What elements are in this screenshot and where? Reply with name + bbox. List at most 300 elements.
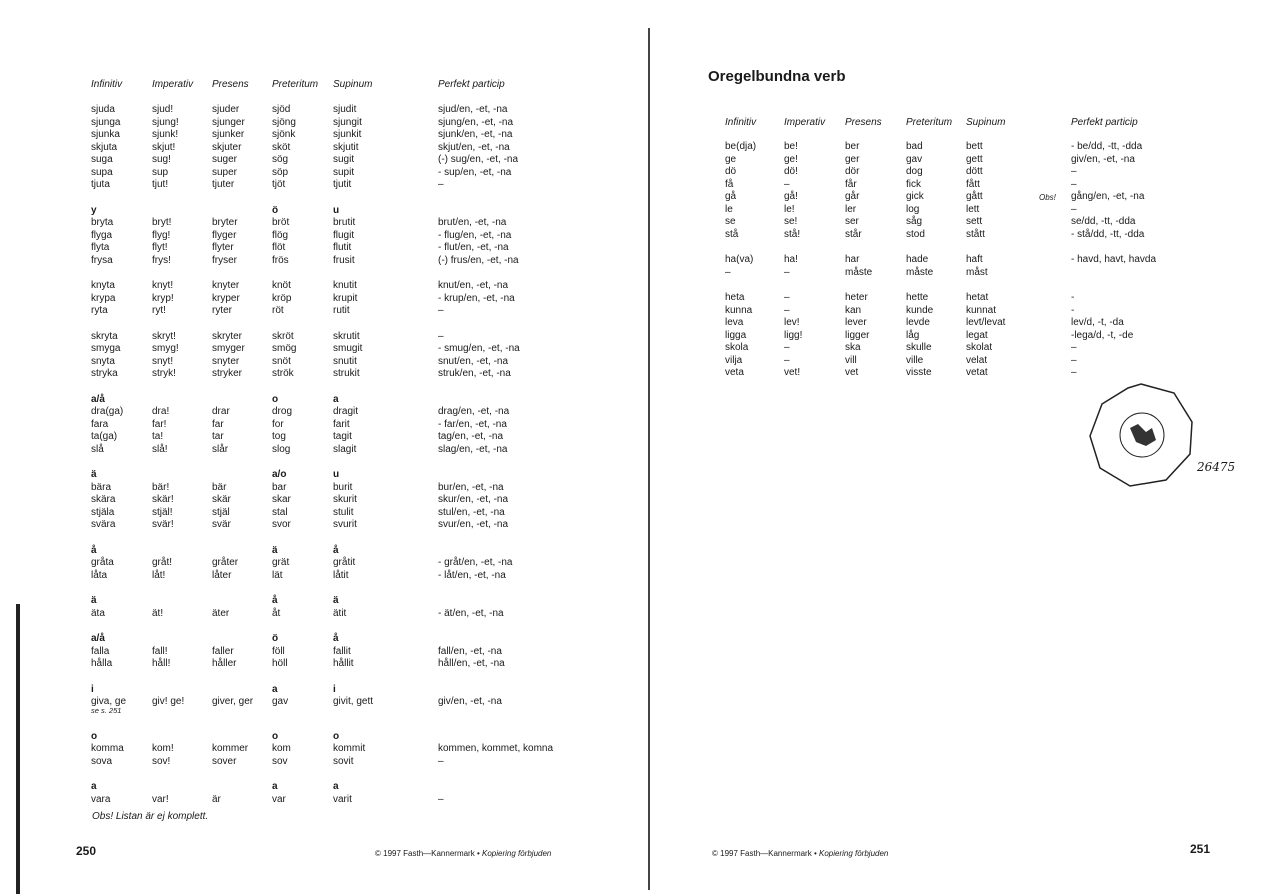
verb-cell-imperativ: stryk! (152, 368, 176, 379)
verb-cell-perfekt-particip: – (1071, 178, 1077, 190)
verb-cell-infinitiv: krypa (91, 292, 116, 304)
verb-cell-imperativ: ligg! (784, 329, 803, 341)
verb-cell-imperativ: le! (784, 203, 795, 215)
verb-cell-preteritum: snöt (272, 355, 291, 367)
page-number: 251 (1190, 842, 1211, 856)
verb-cell-infinitiv: svära (91, 519, 116, 530)
verb-cell-presens: stjäl (212, 506, 230, 518)
vowel-heading: ä (333, 595, 339, 606)
verb-cell-supinum: levt/levat (966, 317, 1006, 328)
verb-cell-preteritum: svor (272, 519, 291, 530)
verb-cell-perfekt-particip: – (438, 305, 444, 316)
verb-cell-infinitiv: stryka (91, 368, 118, 379)
verb-cell-perfekt-particip: stul/en, -et, -na (438, 506, 505, 518)
verb-cell-supinum: smugit (333, 343, 363, 354)
verb-cell-supinum: skolat (966, 342, 993, 353)
verb-cell-infinitiv: frysa (91, 254, 113, 266)
verb-cell-imperativ: sug! (152, 154, 171, 165)
verb-cell-supinum: måst (966, 266, 988, 278)
verb-cell-supinum: givit, gett (333, 696, 374, 707)
verb-cell-imperativ: – (784, 304, 790, 316)
verb-cell-imperativ: flyt! (152, 242, 168, 253)
verb-cell-imperativ: sjung! (152, 116, 179, 128)
verb-cell-supinum: gett (966, 153, 983, 165)
verb-cell-presens: ser (845, 216, 859, 227)
verb-cell-presens: gråter (212, 557, 239, 568)
verb-cell-preteritum: hade (906, 254, 929, 265)
verb-cell-perfekt-particip: - krup/en, -et, -na (438, 292, 515, 304)
verb-cell-supinum: snutit (333, 355, 357, 367)
vowel-heading: o (91, 730, 98, 742)
verb-cell-presens: skär (212, 494, 231, 505)
vowel-heading: o (272, 393, 279, 405)
verb-cell-preteritum: grät (272, 557, 290, 568)
verb-cell-perfekt-particip: sjung/en, -et, -na (438, 116, 514, 128)
verb-cell-preteritum: levde (906, 317, 930, 328)
verb-cell-presens: ryter (212, 305, 232, 316)
verb-cell-imperativ: ta! (152, 431, 164, 442)
footer-notice: Kopiering förbjuden (818, 849, 889, 858)
vowel-heading: å (333, 544, 339, 556)
verb-cell-infinitiv: heta (725, 292, 745, 303)
library-stamp (1086, 380, 1196, 490)
vowel-heading: å (272, 595, 278, 606)
verb-cell-imperativ: kryp! (152, 292, 174, 304)
verb-cell-infinitiv: snyta (91, 355, 115, 367)
vowel-heading: a/å (91, 393, 105, 405)
verb-cell-infinitiv: skära (91, 494, 116, 505)
header-infinitiv: Infinitiv (91, 79, 123, 90)
verb-cell-presens: suger (212, 154, 238, 165)
verb-cell-presens: står (845, 228, 862, 240)
verb-cell-supinum: supit (333, 166, 355, 178)
verb-cell-infinitiv: sova (91, 755, 113, 767)
verb-cell-perfekt-particip: - flug/en, -et, -na (438, 229, 512, 241)
verb-cell-supinum: knutit (333, 280, 357, 291)
verb-cell-perfekt-particip: - smug/en, -et, -na (438, 343, 520, 354)
vowel-heading: ä (91, 595, 97, 606)
verb-cell-infinitiv: stå (725, 228, 739, 240)
verb-cell-imperativ: stjäl! (152, 506, 173, 518)
verb-cell-presens: flyger (212, 229, 237, 241)
verb-cell-preteritum: lät (272, 569, 283, 581)
verb-cell-preteritum: smög (272, 343, 297, 354)
verb-cell-supinum: dragit (333, 406, 359, 417)
verb-cell-presens: måste (845, 266, 873, 278)
verb-cell-imperativ: snyt! (152, 355, 174, 367)
verb-cell-presens: dör (845, 166, 860, 177)
verb-cell-presens: heter (845, 292, 868, 303)
verb-cell-supinum: krupit (333, 292, 358, 304)
verb-cell-imperativ: fall! (152, 645, 168, 657)
header-preteritum: Preteritum (272, 79, 319, 90)
verb-cell-preteritum: skar (272, 494, 291, 505)
verb-cell-preteritum: bar (272, 481, 287, 493)
verb-cell-infinitiv: se (725, 216, 736, 227)
verb-cell-supinum: rutit (333, 305, 350, 316)
verb-cell-preteritum: hette (906, 292, 929, 303)
verb-cell-infinitiv: vilja (725, 354, 743, 366)
verb-cell-supinum: flutit (333, 242, 352, 253)
vowel-heading: a (272, 683, 278, 695)
verb-cell-supinum: stulit (333, 506, 354, 518)
verb-cell-imperativ: slå! (152, 443, 168, 455)
verb-cell-supinum: lett (966, 203, 980, 215)
verb-cell-infinitiv: ta(ga) (91, 431, 118, 442)
verb-cell-preteritum: bröt (272, 217, 290, 228)
verb-cell-imperativ: ha! (784, 254, 798, 265)
verb-cell-supinum: tagit (333, 431, 352, 442)
verb-cell-perfekt-particip: – (1071, 367, 1077, 378)
verb-cell-infinitiv: bära (91, 481, 112, 493)
right-page (652, 0, 1262, 894)
verb-cell-perfekt-particip: - havd, havt, havda (1071, 254, 1157, 265)
verb-cell-preteritum: bad (906, 141, 923, 152)
verb-cell-supinum: flugit (333, 229, 355, 241)
verb-cell-supinum: fallit (333, 645, 351, 657)
verb-cell-presens: drar (212, 406, 230, 417)
verb-cell-perfekt-particip: sjunk/en, -et, -na (438, 129, 513, 140)
verb-cell-imperativ: ät! (152, 607, 164, 619)
verb-cell-infinitiv: vara (91, 793, 111, 805)
verb-cell-infinitiv: få (725, 178, 734, 190)
vowel-heading: u (333, 204, 340, 216)
verb-cell-infinitiv: låta (91, 569, 108, 581)
section-title: Oregelbundna verb (708, 68, 846, 85)
verb-cell-perfekt-particip: fall/en, -et, -na (438, 645, 502, 657)
page-number-left: 250 (76, 844, 97, 858)
verb-cell-perfekt-particip: skur/en, -et, -na (438, 494, 509, 505)
verb-cell-preteritum: strök (272, 368, 294, 379)
verb-cell-presens: får (845, 178, 857, 190)
verb-cell-presens: ler (845, 203, 857, 215)
verb-cell-infinitiv: – (725, 266, 731, 278)
verb-cell-infinitiv: hålla (91, 658, 113, 669)
verb-cell-imperativ: be! (784, 141, 798, 152)
verb-cell-imperativ: smyg! (152, 343, 179, 354)
verb-cell-infinitiv: smyga (91, 343, 121, 354)
verb-cell-perfekt-particip: - (1071, 304, 1075, 316)
verb-cell-perfekt-particip: - stå/dd, -tt, -dda (1071, 228, 1145, 240)
verb-cell-perfekt-particip: - (1071, 292, 1075, 303)
verb-cell-preteritum: dog (906, 166, 923, 177)
verb-cell-presens: bär (212, 481, 227, 493)
header-supinum: Supinum (966, 117, 1006, 128)
verb-cell-perfekt-particip: snut/en, -et, -na (438, 355, 509, 367)
verb-cell-supinum: kunnat (966, 304, 997, 316)
verb-cell-preteritum: gav (272, 696, 289, 707)
verb-cell-perfekt-particip: - sup/en, -et, -na (438, 166, 512, 178)
verb-cell-perfekt-particip: sjud/en, -et, -na (438, 104, 508, 115)
verb-cell-presens: sjuder (212, 104, 240, 115)
verb-cell-presens: bryter (212, 217, 238, 228)
verb-cell-perfekt-particip: – (438, 755, 444, 767)
verb-cell-presens: vill (845, 354, 857, 366)
verb-cell-preteritum: stod (906, 228, 925, 240)
verb-cell-preteritum: skulle (906, 342, 932, 353)
verb-cell-infinitiv: ligga (725, 329, 747, 341)
verb-cell-imperativ: – (784, 342, 790, 353)
verb-cell-perfekt-particip: - ät/en, -et, -na (438, 607, 504, 619)
verb-cell-preteritum: flöt (272, 242, 286, 253)
verb-cell-imperativ: knyt! (152, 280, 174, 291)
verb-cell-supinum: farit (333, 418, 350, 430)
verb-cell-imperativ: låt! (152, 569, 166, 581)
verb-cell-perfekt-particip: brut/en, -et, -na (438, 217, 507, 228)
footer (712, 849, 888, 858)
verb-cell-perfekt-particip: (-) sug/en, -et, -na (438, 154, 519, 165)
verb-cell-infinitiv: stjäla (91, 506, 115, 518)
verb-cell-imperativ: stå! (784, 228, 801, 240)
verb-cell-perfekt-particip: kommen, kommet, komna (438, 743, 554, 754)
verb-cell-imperativ: – (784, 354, 790, 366)
verb-cell-perfekt-particip: – (1071, 166, 1077, 177)
verb-cell-infinitiv: skjuta (91, 141, 118, 153)
vowel-heading: a (272, 781, 278, 792)
verb-cell-infinitiv: sjunka (91, 129, 120, 140)
verb-cell-supinum: ätit (333, 607, 347, 619)
verb-cell-imperativ: bär! (152, 481, 170, 493)
verb-cell-supinum: varit (333, 793, 352, 805)
verb-cell-preteritum: fick (906, 178, 921, 190)
verb-cell-infinitiv: fara (91, 418, 109, 430)
verb-cell-preteritum: sjöd (272, 104, 291, 115)
vowel-heading: a (333, 393, 339, 405)
vowel-heading: a (91, 781, 97, 792)
verb-cell-infinitiv: giva, ge (91, 696, 127, 707)
header-imperativ: Imperativ (152, 79, 194, 90)
verb-cell-supinum: sett (966, 216, 983, 227)
verb-cell-supinum: skurit (333, 494, 357, 505)
verb-cell-imperativ: dra! (152, 406, 170, 417)
page-gutter (648, 28, 650, 890)
verb-cell-supinum: sjunkit (333, 129, 362, 140)
verb-cell-preteritum: röt (272, 305, 284, 316)
vowel-heading: a (333, 781, 339, 792)
verb-cell-supinum: kommit (333, 743, 366, 754)
verb-cell-perfekt-particip: håll/en, -et, -na (438, 658, 505, 669)
verb-cell-presens: flyter (212, 242, 234, 253)
verb-cell-infinitiv: sjunga (91, 116, 121, 128)
footer-copyright-left: © 1997 Fasth—Kannermark • (375, 849, 480, 858)
verb-cell-imperativ: gå! (784, 191, 798, 202)
verb-cell-presens: vet (845, 367, 859, 378)
verb-cell-preteritum: frös (272, 254, 289, 266)
verb-cell-infinitiv: ha(va) (725, 254, 754, 265)
verb-cell-infinitiv: leva (725, 317, 744, 328)
verb-cell-perfekt-particip: - be/dd, -tt, -dda (1071, 141, 1143, 152)
header-preteritum: Preteritum (906, 117, 953, 128)
verb-cell-infinitiv: komma (91, 743, 124, 754)
verb-cell-infinitiv: äta (91, 607, 105, 619)
verb-cell-supinum: sjudit (333, 104, 357, 115)
verb-cell-preteritum: tjöt (272, 179, 286, 190)
verb-cell-imperativ: skryt! (152, 330, 176, 342)
verb-cell-presens: svär (212, 519, 231, 530)
verb-cell-supinum: burit (333, 481, 353, 493)
verb-cell-supinum: velat (966, 354, 988, 366)
verb-cell-imperativ: – (784, 292, 790, 303)
verb-cell-imperativ: se! (784, 216, 798, 227)
verb-cell-preteritum: ville (906, 354, 924, 366)
verb-cell-perfekt-particip: – (438, 793, 444, 805)
verb-cell-perfekt-particip: tag/en, -et, -na (438, 431, 504, 442)
verb-cell-imperativ: vet! (784, 367, 801, 378)
verb-cell-perfekt-particip: skjut/en, -et, -na (438, 141, 510, 153)
vowel-heading: a/o (272, 469, 287, 480)
verb-cell-infinitiv: tjuta (91, 179, 110, 190)
verb-cell-imperativ: håll! (152, 658, 171, 669)
verb-cell-supinum: sjungit (333, 116, 362, 128)
vowel-heading: ä (91, 469, 97, 480)
verb-cell-presens: är (212, 793, 221, 805)
verb-cell-presens: far (212, 418, 224, 430)
verb-cell-presens: ska (845, 342, 861, 353)
vowel-heading: o (272, 730, 279, 742)
verb-cell-infinitiv: knyta (91, 280, 115, 291)
footer-notice-left: Kopiering förbjuden (481, 849, 552, 858)
verb-cell-perfekt-particip: giv/en, -et, -na (1071, 153, 1135, 165)
verb-cell-infinitiv: skryta (91, 330, 118, 342)
verb-cell-perfekt-particip: - gråt/en, -et, -na (438, 557, 513, 568)
verb-cell-imperativ: skjut! (152, 141, 176, 153)
verb-cell-imperativ: ryt! (152, 305, 166, 316)
verb-cell-preteritum: sköt (272, 141, 291, 153)
verb-cell-presens: faller (212, 645, 234, 657)
verb-cell-infinitiv: gråta (91, 557, 114, 568)
verb-cell-imperativ: frys! (152, 254, 171, 266)
verb-cell-preteritum: såg (906, 216, 923, 227)
verb-cell-perfekt-particip: – (438, 330, 444, 342)
verb-cell-perfekt-particip: - far/en, -et, -na (438, 418, 507, 430)
verb-cell-supinum: haft (966, 254, 983, 265)
verb-cell-perfekt-particip: – (1071, 354, 1077, 366)
verb-cell-preteritum: drog (272, 406, 293, 417)
header-presens: Presens (212, 79, 249, 90)
verb-cell-presens: snyter (212, 355, 240, 367)
vowel-heading: u (333, 469, 340, 480)
footer-left (375, 849, 551, 858)
verb-cell-preteritum: for (272, 418, 284, 430)
footer-copyright: © 1997 Fasth—Kannermark • (712, 849, 817, 858)
verb-cell-presens: ligger (845, 329, 870, 341)
verb-cell-imperativ: ge! (784, 153, 798, 165)
verb-cell-supinum: bett (966, 141, 983, 152)
verb-cell-presens: kommer (212, 743, 249, 754)
verb-cell-preteritum: flög (272, 229, 289, 241)
verb-cell-presens: håller (212, 658, 237, 669)
verb-cell-preteritum: visste (906, 367, 932, 378)
verb-cell-preteritum: kom (272, 743, 291, 754)
verb-cell-supinum: vetat (966, 367, 988, 378)
verb-cell-supinum: fått (966, 178, 980, 190)
verb-cell-perfekt-particip: gång/en, -et, -na (1071, 191, 1145, 202)
verb-cell-infinitiv: veta (725, 367, 744, 378)
verb-cell-supinum: sovit (333, 755, 354, 767)
verb-cell-perfekt-particip: svur/en, -et, -na (438, 519, 509, 530)
verb-cell-preteritum: stal (272, 506, 288, 518)
verb-cell-perfekt-particip: – (1071, 342, 1077, 353)
header-presens: Presens (845, 117, 882, 128)
verb-cell-presens: stryker (212, 368, 242, 379)
verb-cell-preteritum: sjöng (272, 116, 296, 128)
vowel-heading: ä (272, 544, 278, 556)
vowel-heading: o (333, 730, 340, 742)
verb-cell-imperativ: far! (152, 418, 167, 430)
verb-cell-infinitiv: kunna (725, 304, 753, 316)
verb-cell-supinum: slagit (333, 443, 357, 455)
verb-cell-presens: skryter (212, 330, 242, 342)
verb-cell-preteritum: föll (272, 645, 285, 657)
verb-cell-imperativ: sjud! (152, 104, 174, 115)
header-perfekt-particip: Perfekt particip (438, 79, 505, 90)
verb-cell-supinum: legat (966, 329, 988, 341)
verb-cell-presens: ber (845, 141, 860, 152)
verb-cell-presens: super (212, 166, 238, 178)
verb-cell-infinitiv: flyta (91, 242, 110, 253)
verb-cell-imperativ: svär! (152, 519, 174, 530)
vowel-heading: i (91, 683, 94, 695)
verb-cell-infinitiv: gå (725, 191, 737, 202)
verb-cell-supinum: skrutit (333, 330, 360, 342)
verb-cell-imperativ: dö! (784, 166, 798, 177)
see-page-note: se s. 251 (91, 706, 122, 715)
verb-cell-presens: sjunger (212, 116, 245, 128)
vowel-heading: å (333, 633, 339, 644)
verb-cell-imperativ: sjunk! (152, 129, 179, 140)
verb-cell-perfekt-particip: -lega/d, -t, -de (1071, 329, 1134, 341)
verb-cell-perfekt-particip: – (438, 179, 444, 190)
verb-cell-perfekt-particip: lev/d, -t, -da (1071, 317, 1124, 328)
verb-cell-imperativ: lev! (784, 317, 800, 328)
verb-cell-perfekt-particip: drag/en, -et, -na (438, 406, 510, 417)
verb-cell-imperativ: tjut! (152, 179, 169, 190)
stamp-number: 26475 (1197, 460, 1236, 474)
verb-cell-supinum: sugit (333, 154, 355, 165)
verb-cell-presens: äter (212, 607, 230, 619)
verb-cell-supinum: låtit (333, 569, 349, 581)
verb-cell-presens: fryser (212, 254, 237, 266)
verb-cell-preteritum: sov (272, 755, 288, 767)
obs-label: Obs! (1039, 193, 1056, 202)
verb-cell-presens: ger (845, 153, 860, 165)
verb-cell-presens: låter (212, 569, 232, 581)
verb-cell-supinum: brutit (333, 217, 356, 228)
verb-cell-preteritum: var (272, 793, 286, 805)
verb-cell-preteritum: tog (272, 431, 286, 442)
verb-cell-presens: kan (845, 304, 862, 316)
verb-cell-infinitiv: bryta (91, 217, 114, 228)
verb-cell-supinum: gått (966, 191, 983, 202)
verb-cell-perfekt-particip: - låt/en, -et, -na (438, 569, 506, 581)
verb-cell-imperativ: – (784, 266, 790, 278)
verb-cell-perfekt-particip: - flut/en, -et, -na (438, 242, 509, 253)
verb-cell-presens: sover (212, 755, 237, 767)
verb-cell-infinitiv: suga (91, 154, 113, 165)
vowel-heading: å (91, 544, 97, 556)
verb-cell-supinum: gråtit (333, 557, 356, 568)
verb-cell-infinitiv: supa (91, 166, 113, 178)
verb-cell-preteritum: skröt (272, 330, 294, 342)
vowel-heading: y (91, 204, 97, 216)
verb-cell-supinum: svurit (333, 519, 357, 530)
verb-cell-perfekt-particip: – (1071, 203, 1077, 215)
header-imperativ: Imperativ (784, 117, 826, 128)
verb-cell-supinum: skjutit (333, 141, 359, 153)
verb-cell-perfekt-particip: knut/en, -et, -na (438, 280, 509, 291)
verb-cell-supinum: frusit (333, 254, 355, 266)
verb-cell-preteritum: gick (906, 191, 924, 202)
